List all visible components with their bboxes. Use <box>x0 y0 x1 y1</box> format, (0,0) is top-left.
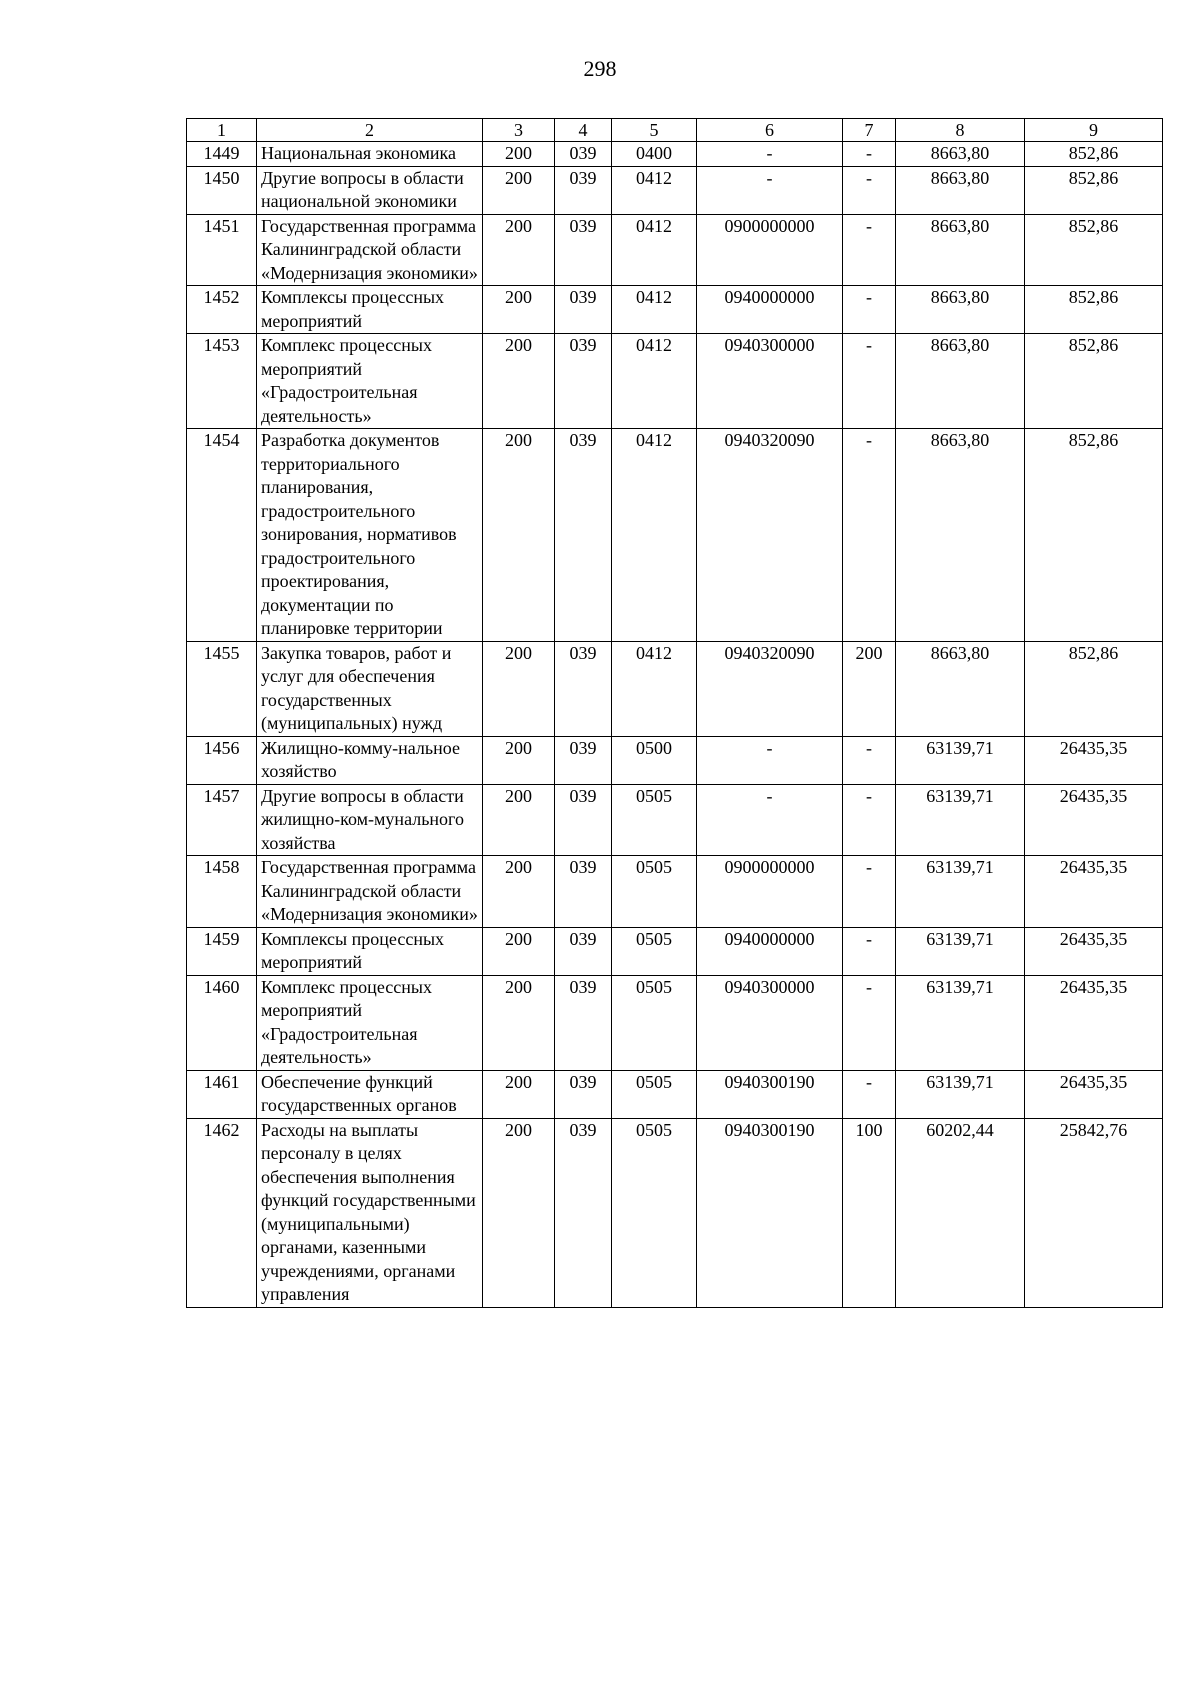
admin-code-cell: 200 <box>483 856 555 928</box>
target-article-code-cell: 0940000000 <box>697 927 843 975</box>
item-name-cell: Расходы на выплаты персоналу в целях обеспечения выполнения функций государственными (муниципальными) органами, казенными учреждениями, органами управления <box>257 1118 483 1307</box>
ministry-code-cell: 039 <box>555 166 612 214</box>
target-article-code-cell: 0900000000 <box>697 214 843 286</box>
item-name-cell: Разработка документов территориального планирования, градостроительного зонирования, нормативов градостроительного проектирования, документации по планировке территории <box>257 429 483 642</box>
table-row <box>187 286 1163 334</box>
ministry-code-cell: 039 <box>555 784 612 856</box>
table-row <box>187 429 1163 642</box>
amount-col8-cell: 8663,80 <box>896 641 1025 736</box>
admin-code-cell: 200 <box>483 784 555 856</box>
amount-col9-cell: 852,86 <box>1025 334 1163 429</box>
admin-code-cell: 200 <box>483 975 555 1070</box>
section-code-cell: 0505 <box>612 975 697 1070</box>
ministry-code-cell: 039 <box>555 736 612 784</box>
amount-col8-cell: 8663,80 <box>896 286 1025 334</box>
row-number-cell: 1455 <box>187 641 257 736</box>
item-name-cell: Комплексы процессных мероприятий <box>257 286 483 334</box>
amount-col9-cell: 26435,35 <box>1025 927 1163 975</box>
expense-type-code-cell: - <box>843 214 896 286</box>
item-name-cell: Другие вопросы в области национальной экономики <box>257 166 483 214</box>
ministry-code-cell: 039 <box>555 927 612 975</box>
item-name-cell: Обеспечение функций государственных органов <box>257 1070 483 1118</box>
page-number: 298 <box>583 56 617 81</box>
item-name-cell: Государственная программа Калининградской области «Модернизация экономики» <box>257 856 483 928</box>
section-code-cell: 0412 <box>612 166 697 214</box>
admin-code-cell: 200 <box>483 641 555 736</box>
header-cell: 5 <box>612 119 697 142</box>
amount-col8-cell: 63139,71 <box>896 975 1025 1070</box>
target-article-code-cell: - <box>697 142 843 167</box>
admin-code-cell: 200 <box>483 1070 555 1118</box>
table-body <box>187 142 1163 1308</box>
section-code-cell: 0505 <box>612 1070 697 1118</box>
amount-col8-cell: 60202,44 <box>896 1118 1025 1307</box>
amount-col8-cell: 63139,71 <box>896 1070 1025 1118</box>
amount-col9-cell: 852,86 <box>1025 142 1163 167</box>
expense-type-code-cell: 200 <box>843 641 896 736</box>
expense-type-code-cell: 100 <box>843 1118 896 1307</box>
amount-col9-cell: 26435,35 <box>1025 856 1163 928</box>
row-number-cell: 1458 <box>187 856 257 928</box>
amount-col9-cell: 852,86 <box>1025 429 1163 642</box>
expense-type-code-cell: - <box>843 429 896 642</box>
amount-col8-cell: 8663,80 <box>896 142 1025 167</box>
row-number-cell: 1462 <box>187 1118 257 1307</box>
section-code-cell: 0412 <box>612 334 697 429</box>
table-row <box>187 1118 1163 1307</box>
section-code-cell: 0400 <box>612 142 697 167</box>
budget-table <box>186 118 1163 1308</box>
table-row <box>187 975 1163 1070</box>
row-number-cell: 1457 <box>187 784 257 856</box>
ministry-code-cell: 039 <box>555 286 612 334</box>
target-article-code-cell: 0940000000 <box>697 286 843 334</box>
expense-type-code-cell: - <box>843 927 896 975</box>
item-name-cell: Жилищно-комму-нальное хозяйство <box>257 736 483 784</box>
admin-code-cell: 200 <box>483 166 555 214</box>
row-number-cell: 1451 <box>187 214 257 286</box>
item-name-cell: Национальная экономика <box>257 142 483 167</box>
row-number-cell: 1461 <box>187 1070 257 1118</box>
section-code-cell: 0412 <box>612 286 697 334</box>
item-name-cell: Комплекс процессных мероприятий «Градостроительная деятельность» <box>257 334 483 429</box>
target-article-code-cell: 0940320090 <box>697 641 843 736</box>
row-number-cell: 1460 <box>187 975 257 1070</box>
amount-col9-cell: 852,86 <box>1025 166 1163 214</box>
ministry-code-cell: 039 <box>555 1118 612 1307</box>
admin-code-cell: 200 <box>483 736 555 784</box>
amount-col8-cell: 63139,71 <box>896 856 1025 928</box>
amount-col8-cell: 8663,80 <box>896 334 1025 429</box>
table-row <box>187 334 1163 429</box>
expense-type-code-cell: - <box>843 286 896 334</box>
table-row <box>187 856 1163 928</box>
ministry-code-cell: 039 <box>555 142 612 167</box>
item-name-cell: Комплекс процессных мероприятий «Градостроительная деятельность» <box>257 975 483 1070</box>
item-name-cell: Комплексы процессных мероприятий <box>257 927 483 975</box>
target-article-code-cell: 0940300190 <box>697 1118 843 1307</box>
section-code-cell: 0412 <box>612 641 697 736</box>
amount-col8-cell: 63139,71 <box>896 784 1025 856</box>
admin-code-cell: 200 <box>483 429 555 642</box>
amount-col9-cell: 26435,35 <box>1025 975 1163 1070</box>
admin-code-cell: 200 <box>483 927 555 975</box>
header-cell: 7 <box>843 119 896 142</box>
amount-col9-cell: 25842,76 <box>1025 1118 1163 1307</box>
expense-type-code-cell: - <box>843 334 896 429</box>
amount-col9-cell: 26435,35 <box>1025 1070 1163 1118</box>
target-article-code-cell: 0900000000 <box>697 856 843 928</box>
section-code-cell: 0505 <box>612 927 697 975</box>
header-cell: 1 <box>187 119 257 142</box>
target-article-code-cell: - <box>697 784 843 856</box>
amount-col9-cell: 26435,35 <box>1025 736 1163 784</box>
table-row <box>187 641 1163 736</box>
amount-col9-cell: 26435,35 <box>1025 784 1163 856</box>
admin-code-cell: 200 <box>483 334 555 429</box>
row-number-cell: 1450 <box>187 166 257 214</box>
ministry-code-cell: 039 <box>555 214 612 286</box>
row-number-cell: 1459 <box>187 927 257 975</box>
amount-col8-cell: 63139,71 <box>896 927 1025 975</box>
item-name-cell: Другие вопросы в области жилищно-ком-мунального хозяйства <box>257 784 483 856</box>
row-number-cell: 1454 <box>187 429 257 642</box>
admin-code-cell: 200 <box>483 214 555 286</box>
expense-type-code-cell: - <box>843 142 896 167</box>
table-row <box>187 166 1163 214</box>
target-article-code-cell: 0940300190 <box>697 1070 843 1118</box>
section-code-cell: 0500 <box>612 736 697 784</box>
expense-type-code-cell: - <box>843 736 896 784</box>
section-code-cell: 0412 <box>612 214 697 286</box>
ministry-code-cell: 039 <box>555 1070 612 1118</box>
table-row <box>187 927 1163 975</box>
header-cell: 9 <box>1025 119 1163 142</box>
expense-type-code-cell: - <box>843 166 896 214</box>
item-name-cell: Закупка товаров, работ и услуг для обеспечения государственных (муниципальных) нужд <box>257 641 483 736</box>
header-cell: 4 <box>555 119 612 142</box>
table-row <box>187 736 1163 784</box>
row-number-cell: 1452 <box>187 286 257 334</box>
target-article-code-cell: - <box>697 166 843 214</box>
amount-col9-cell: 852,86 <box>1025 286 1163 334</box>
header-cell: 8 <box>896 119 1025 142</box>
table-row <box>187 142 1163 167</box>
admin-code-cell: 200 <box>483 286 555 334</box>
header-cell: 6 <box>697 119 843 142</box>
section-code-cell: 0505 <box>612 784 697 856</box>
section-code-cell: 0412 <box>612 429 697 642</box>
expense-type-code-cell: - <box>843 975 896 1070</box>
ministry-code-cell: 039 <box>555 856 612 928</box>
expense-type-code-cell: - <box>843 1070 896 1118</box>
table-row <box>187 1070 1163 1118</box>
admin-code-cell: 200 <box>483 1118 555 1307</box>
target-article-code-cell: 0940320090 <box>697 429 843 642</box>
row-number-cell: 1449 <box>187 142 257 167</box>
target-article-code-cell: - <box>697 736 843 784</box>
amount-col8-cell: 8663,80 <box>896 429 1025 642</box>
item-name-cell: Государственная программа Калининградской области «Модернизация экономики» <box>257 214 483 286</box>
amount-col9-cell: 852,86 <box>1025 214 1163 286</box>
amount-col9-cell: 852,86 <box>1025 641 1163 736</box>
amount-col8-cell: 63139,71 <box>896 736 1025 784</box>
section-code-cell: 0505 <box>612 1118 697 1307</box>
ministry-code-cell: 039 <box>555 641 612 736</box>
ministry-code-cell: 039 <box>555 975 612 1070</box>
ministry-code-cell: 039 <box>555 334 612 429</box>
target-article-code-cell: 0940300000 <box>697 975 843 1070</box>
ministry-code-cell: 039 <box>555 429 612 642</box>
expense-type-code-cell: - <box>843 856 896 928</box>
table-header-row <box>187 119 1163 142</box>
row-number-cell: 1456 <box>187 736 257 784</box>
row-number-cell: 1453 <box>187 334 257 429</box>
target-article-code-cell: 0940300000 <box>697 334 843 429</box>
table-row <box>187 214 1163 286</box>
section-code-cell: 0505 <box>612 856 697 928</box>
admin-code-cell: 200 <box>483 142 555 167</box>
header-cell: 3 <box>483 119 555 142</box>
amount-col8-cell: 8663,80 <box>896 214 1025 286</box>
header-cell: 2 <box>257 119 483 142</box>
expense-type-code-cell: - <box>843 784 896 856</box>
table-row <box>187 784 1163 856</box>
amount-col8-cell: 8663,80 <box>896 166 1025 214</box>
